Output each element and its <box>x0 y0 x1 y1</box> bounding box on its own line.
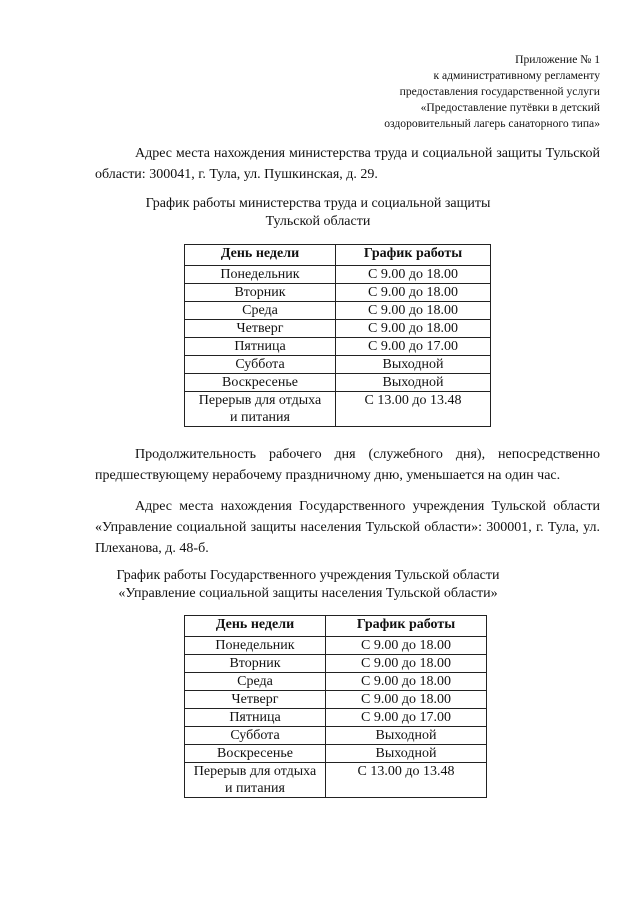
ministry-address <box>95 143 600 185</box>
column-header-schedule: График работы <box>326 616 487 637</box>
table-row <box>185 320 491 338</box>
table-header-row <box>185 245 491 266</box>
break-label-line: Перерыв для отдыха <box>198 393 322 408</box>
appendix-header <box>300 52 600 132</box>
table-row <box>185 374 491 392</box>
column-header-schedule: График работы <box>336 245 491 266</box>
day-cell: Пятница <box>185 709 326 727</box>
appendix-line: оздоровительный лагерь санаторного типа» <box>384 117 600 130</box>
heading-line: Тульской области <box>265 214 371 229</box>
table-row <box>185 637 487 655</box>
hours-cell: С 9.00 до 18.00 <box>326 637 487 655</box>
institution-schedule-table <box>184 615 487 798</box>
appendix-line: к административному регламенту <box>433 69 600 82</box>
day-cell: Суббота <box>185 356 336 374</box>
heading-line: График работы министерства труда и социальной защиты <box>145 196 491 211</box>
day-cell: Понедельник <box>185 637 326 655</box>
hours-cell: Выходной <box>336 356 491 374</box>
table-row <box>185 266 491 284</box>
ministry-schedule-table <box>184 244 491 427</box>
holiday-note-text: Продолжительность рабочего дня (служебного дня), непосредственно предшествующему нерабочему праздничному дню, уменьшается на один час. <box>95 447 600 483</box>
day-cell: Воскресенье <box>185 374 336 392</box>
column-header-day: День недели <box>185 245 336 266</box>
break-label-line: и питания <box>225 781 285 796</box>
column-header-day: День недели <box>185 616 326 637</box>
heading-line: «Управление социальной защиты населения Тульской области» <box>118 586 498 601</box>
ministry-address-text: Адрес места нахождения министерства труда и социальной защиты Тульской области: 300041, г. Тула, ул. Пушкинская, д. 29. <box>95 146 600 182</box>
ministry-schedule-heading <box>48 195 588 231</box>
table-row <box>185 691 487 709</box>
hours-cell: С 9.00 до 18.00 <box>326 655 487 673</box>
hours-cell: С 9.00 до 18.00 <box>326 673 487 691</box>
hours-cell: С 9.00 до 17.00 <box>326 709 487 727</box>
hours-cell: С 9.00 до 18.00 <box>336 302 491 320</box>
break-label-cell <box>185 392 336 427</box>
appendix-line: «Предоставление путёвки в детский <box>420 101 600 114</box>
table-row-break <box>185 763 487 798</box>
day-cell: Среда <box>185 302 336 320</box>
appendix-line: Приложение № 1 <box>515 53 600 66</box>
institution-address-text: Адрес места нахождения Государственного учреждения Тульской области «Управление социальной защиты населения Тульской области»: 300001, г. Тула, ул. Плеханова, д. 48-б. <box>95 499 600 556</box>
hours-cell: Выходной <box>326 727 487 745</box>
holiday-note <box>95 444 600 486</box>
hours-cell: Выходной <box>336 374 491 392</box>
day-cell: Воскресенье <box>185 745 326 763</box>
day-cell: Вторник <box>185 655 326 673</box>
hours-cell: С 9.00 до 18.00 <box>336 284 491 302</box>
hours-cell: С 9.00 до 18.00 <box>336 320 491 338</box>
break-hours-cell: С 13.00 до 13.48 <box>336 392 491 427</box>
table-row <box>185 655 487 673</box>
hours-cell: Выходной <box>326 745 487 763</box>
table-header-row <box>185 616 487 637</box>
appendix-line: предоставления государственной услуги <box>399 85 600 98</box>
heading-line: График работы Государственного учреждения Тульской области <box>116 568 500 583</box>
break-hours-cell: С 13.00 до 13.48 <box>326 763 487 798</box>
table-row <box>185 745 487 763</box>
day-cell: Понедельник <box>185 266 336 284</box>
table-row <box>185 284 491 302</box>
table-row <box>185 338 491 356</box>
table-row <box>185 302 491 320</box>
hours-cell: С 9.00 до 17.00 <box>336 338 491 356</box>
break-label-cell <box>185 763 326 798</box>
day-cell: Пятница <box>185 338 336 356</box>
day-cell: Четверг <box>185 320 336 338</box>
day-cell: Четверг <box>185 691 326 709</box>
table-row <box>185 356 491 374</box>
table-row <box>185 673 487 691</box>
table-row-break <box>185 392 491 427</box>
break-label-line: и питания <box>230 410 290 425</box>
hours-cell: С 9.00 до 18.00 <box>336 266 491 284</box>
institution-schedule-heading <box>38 567 578 603</box>
day-cell: Вторник <box>185 284 336 302</box>
day-cell: Среда <box>185 673 326 691</box>
day-cell: Суббота <box>185 727 326 745</box>
table-row <box>185 727 487 745</box>
break-label-line: Перерыв для отдыха <box>193 764 317 779</box>
hours-cell: С 9.00 до 18.00 <box>326 691 487 709</box>
table-row <box>185 709 487 727</box>
institution-address <box>95 496 600 559</box>
